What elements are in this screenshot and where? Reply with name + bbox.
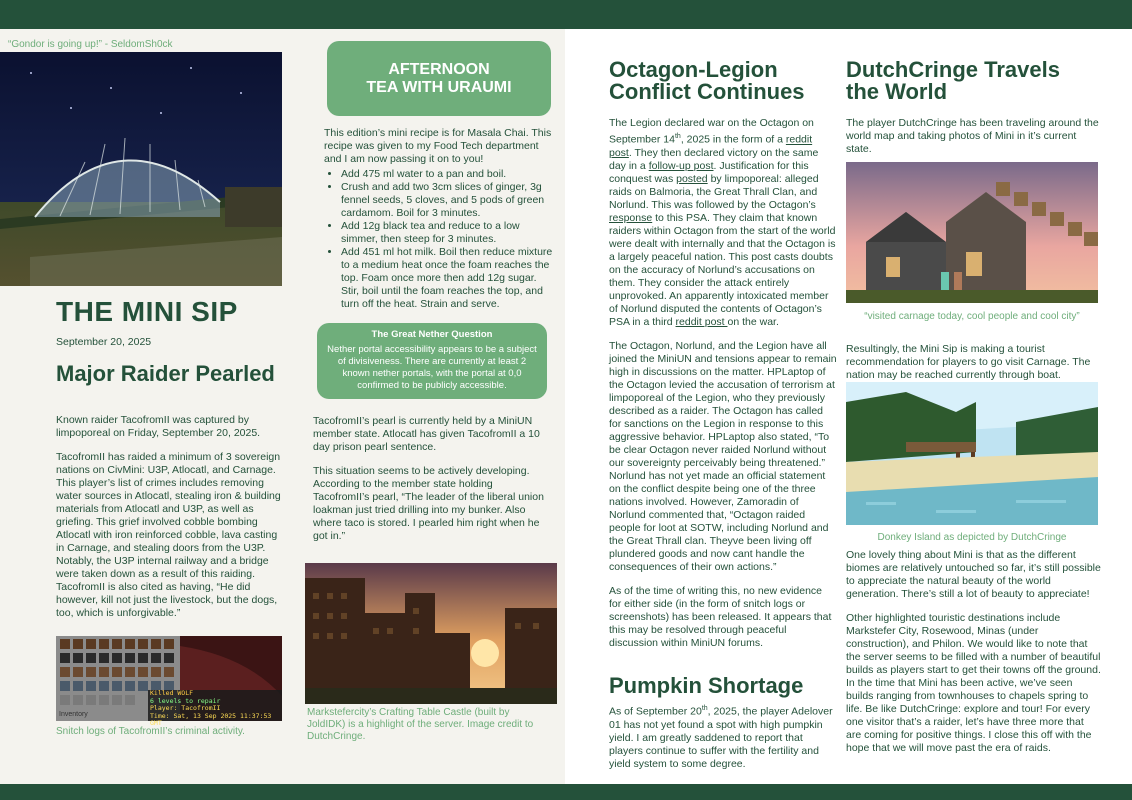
snitch-log-screenshot [56, 636, 282, 727]
octagon-paragraph: The Octagon, Norlund, and the Legion have all joined the MiniUN and tensions appear to remain high in discussions on the matter. HPLaptop of the Octagon levied the accusation of terrorism at limpoporeal of the Legion, who they previously described as a raider. The Octagon has called for sanctions on the Legion in response to this aggressive behavior. HPLaptop also stated, “To be clear Octagon never raided Norlund without our sovereignty perceivably being threatened.” Norlund has not yet made an official statement on the conflict despite being one of the three nations involved. However, Zamoradin of Norlund commented that, “Octagon raided people for loot at SOTW, including Norlund and the Great Thrall clan. Theyve been living off plundered goods and now cant handle the consequences of their own actions.” [609, 339, 837, 573]
octagon-headline: Octagon-Legion Conflict Continues [609, 57, 805, 104]
recipe-section [324, 127, 556, 311]
raider-article [56, 414, 288, 631]
dutch-paragraph: Other highlighted touristic destinations include Markstefer City, Rosewood, Minas (under construction), and Philon. We would like to note that the server seems to be filled with a number of beautiful builds as players start to get their towns off the ground. In the time that Mini has been active, we’ve seen builds ranging from townhouses to chapels spring to life. Be like DutchCringe: explore and tour! For every one visitor that’s a raider, let’s have three more that are coming for positive things. I close this off with the hope that we will move past the era of raids. [846, 612, 1101, 754]
dutch-paragraph: One lovely thing about Mini is that as the different biomes are relatively untouched so far, it’s still possible to appreciate the natural beauty of the world generation. There’s still a lot of beauty to appreciate! [846, 549, 1101, 600]
posted-link[interactable]: posted [676, 172, 708, 185]
recipe-steps [324, 168, 556, 311]
dome-screenshot [0, 52, 282, 286]
castle-caption: Markstefercity’s Crafting Table Castle (built by JoldIDK) is a highlight of the server. Image credit to DutchCringe. [307, 707, 534, 742]
third-reddit-post-link[interactable]: reddit post [675, 315, 728, 328]
pearl-article [313, 415, 549, 554]
pearl-paragraph: This situation seems to be actively developing. According to the member state holding TacofromII’s pearl, “The leader of the liberal union loakman just tried drilling into my bunker. Also where taco is stored. I pearled him right when he got in.” [313, 465, 544, 542]
issue-date: September 20, 2025 [56, 336, 152, 348]
follow-up-post-link[interactable]: follow-up post [648, 159, 714, 172]
snitch-log-line: Time: Sat, 13 Sep 2025 11:37:53 GMT [150, 711, 272, 727]
recipe-step: • Add 451 ml hot milk. Boil then reduce mixture to a medium heat once the foam reaches the top. Foam once more then add 12g sugar. Stir, boil until the foam reaches the top, and turn off the heat. Strain and serve. [341, 246, 556, 311]
snitch-caption: Snitch logs of TacofromII’s criminal activity. [56, 726, 245, 737]
raider-headline: Major Raider Pearled [56, 361, 275, 386]
nether-body: Nether portal accessibility appears to be a subject of divisiveness. There are currently at least 2 known nether portals, with the portal at 0,0 confirmed to be publicly accessible. [327, 344, 537, 391]
nether-box [317, 323, 547, 399]
tea-banner [327, 41, 551, 116]
snitch-log-line: Killed WOLF [150, 689, 194, 697]
snitch-log-line: 6 levels to repair [150, 696, 221, 705]
carnage-caption: “visited carnage today, cool people and cool city” [864, 311, 1080, 322]
right-page [565, 29, 1132, 784]
castle-screenshot [305, 563, 557, 704]
snitch-log-text [150, 690, 282, 728]
inventory-label: Inventory [59, 711, 88, 718]
nether-title: The Great Nether Question [371, 329, 493, 340]
raider-paragraph: Known raider TacofromII was captured by limpoporeal on Friday, September 20, 2025. [56, 414, 261, 439]
pull-quote: “Gondor is going up!” - SeldomSh0ck [8, 39, 173, 50]
pumpkin-headline: Pumpkin Shortage [609, 673, 804, 698]
snitch-log-line: Player: TacofromII [150, 704, 221, 712]
recipe-step: • Add 12g black tea and reduce to a low simmer, then steep for 3 minutes. [341, 220, 556, 246]
recipe-step: • Crush and add two 3cm slices of ginger, 3g fennel seeds, 5 cloves, and 5 pods of green cardamom. Boil for 3 minutes. [341, 181, 556, 220]
tea-title-line1: AFTERNOON [388, 61, 490, 78]
recipe-step: • Add 475 ml water to a pan and boil. [341, 168, 556, 181]
reddit-post-link[interactable]: reddit post [609, 133, 813, 159]
octagon-paragraph: The Legion declared war on the Octagon on September 14th, 2025 in the form of a reddit post. They then declared victory on the same day in a follow-up post. Justification for this conquest was posted by limpoporeal: alleged raids on Balmoria, the Great Thrall Clan, and Norlund. This was followed by the Octagon’s response to this PSA. They claim that known raiders within Octagon from the start of the world were dealt with internally and that the Octagon is a largely peaceful nation. This post casts doubts on the accuracy of Norlund’s accusations on them. They consider the attack entirely unprovoked. An apparently intoxicated member of Norlund disputed the contents of Octagon’s PSA in a third reddit post on the war. [609, 117, 836, 328]
dutch-closing [846, 549, 1101, 766]
masthead: THE MINI SIP [56, 296, 238, 327]
donkey-caption: Donkey Island as depicted by DutchCringe [877, 532, 1067, 543]
tea-title-line2: TEA WITH URAUMI [366, 79, 512, 96]
left-page [0, 29, 565, 784]
dutch-intro: The player DutchCringe has been traveling around the world map and taking photos of Mini in it’s current state. [846, 117, 1099, 155]
carnage-screenshot [846, 162, 1098, 303]
octagon-paragraph: As of the time of writing this, no new evidence for either side (in the form of snitch logs or screenshots) has been released. It appears that this may be resolved through peaceful discussion within MiniUN forums. [609, 584, 832, 649]
dutch-headline: DutchCringe Travels the World [846, 57, 1060, 104]
pumpkin-article: As of September 20th, 2025, the player Adelover 01 has not yet found a spot with high pumpkin yield. I am greatly saddened to report that players continue to suffer with the fertility and yield system to some degree. [609, 705, 833, 770]
donkey-island-screenshot [846, 382, 1098, 525]
recipe-intro: This edition’s mini recipe is for Masala Chai. This recipe was given to my Food Tech department and I am now passing it on to you! [324, 127, 552, 165]
octagon-article [609, 117, 837, 661]
raider-paragraph: TacofromII has raided a minimum of 3 sovereign nations on CivMini: U3P, Atlocatl, and Carnage. This player’s list of crimes includes removing water sources in Atlocatl, stealing iron & building materials from Atlocatl and U3P, as well as griefing. This grief involved cobble bombing Atlocatl with iron reinforced cobble, lava casting in Carnage, and stealing doors from the U3P. Notably, the U3P internal railway and a bridge were taken down as a result of this raiding. TacofromII is also cited as having, “He did however, kill not just the livestock, but the dogs, too, which is unforgivable.” [56, 451, 281, 619]
dutch-recommendation: Resultingly, the Mini Sip is making a tourist recommendation for players to go visit Carnage. The nation may be reached currently through boat. [846, 343, 1091, 381]
pearl-paragraph: TacofromII’s pearl is currently held by a MiniUN member state. Atlocatl has given TacofromII a 10 day prison pearl sentence. [313, 415, 540, 453]
response-link[interactable]: response [609, 211, 653, 224]
